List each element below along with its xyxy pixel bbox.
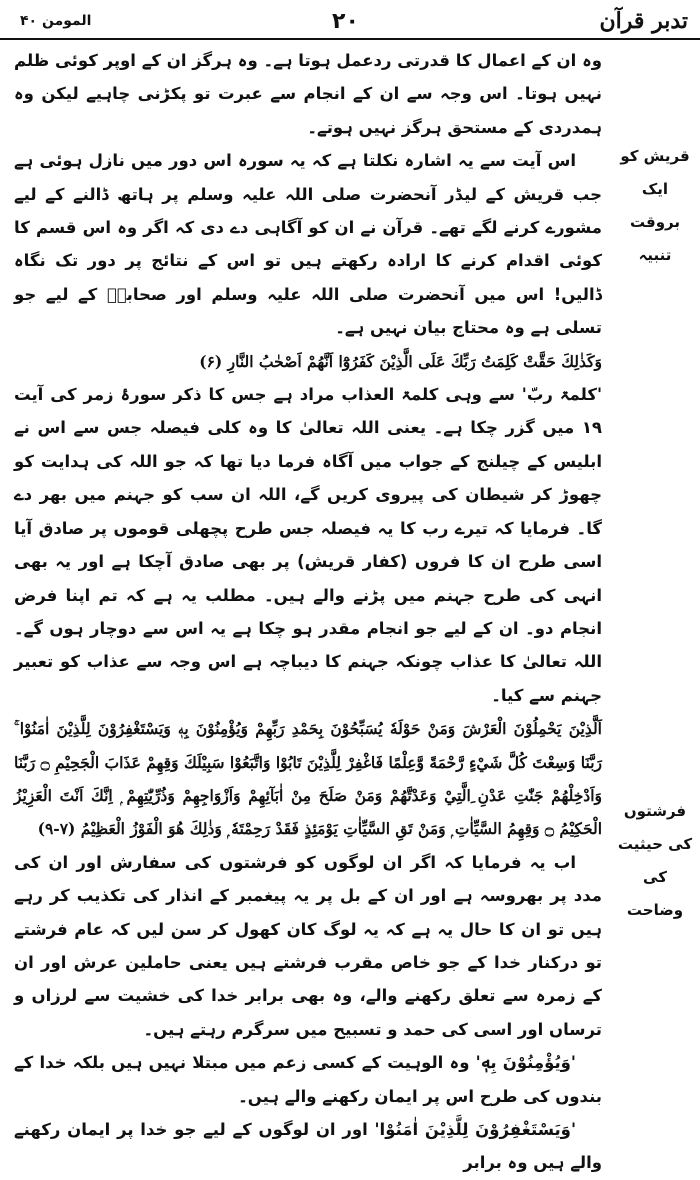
quran-verses-7-9: اَلَّذِيْنَ يَحْمِلُوْنَ الْعَرْشَ وَمَنْ حَوْلَهٗ يُسَبِّحُوْنَ بِحَمْدِ رَبِّهِمْ وَيُؤْمِنُوْنَ بِهٖ وَيَسْتَغْفِرُوْنَ لِلَّذِيْنَ اٰمَنُوْا ۚ رَبَّنَا وَسِعْتَ كُلَّ شَيْءٍ رَّحْمَةً وَّعِلْمًا فَاغْفِرْ لِلَّذِيْنَ تَابُوْا وَاتَّبَعُوْا سَبِيْلَكَ وَقِهِمْ عَذَابَ الْجَحِيْمِ ۝ رَبَّنَا وَاَدْخِلْهُمْ جَنّٰتِ عَدْنِ ِالَّتِيْ وَعَدْتَّهُمْ وَمَنْ صَلَحَ مِنْ اٰبَآئِهِمْ وَاَزْوَاجِهِمْ وَذُرِّيّٰتِهِمْ ۭ اِنَّكَ اَنْتَ الْعَزِيْزُ الْحَكِيْمُ ۝ وَقِهِمُ السَّيِّاٰتِ ۭ وَمَنْ تَقِ السَّيِّاٰتِ يَوْمَئِذٍ فَقَدْ رَحِمْتَهٗ ۭ وَذٰلِكَ هُوَ الْفَوْزُ الْعَظِيْمُ (۷-۹) [14, 719, 602, 839]
paragraph-3: 'کلمۃ ربّ' سے وہی کلمۃ العذاب مراد ہے جس کا ذکر سورۂ زمر کی آیت ۱۹ میں گزر چکا ہے۔ یعنی اللہ تعالیٰ کا وہ کلی فیصلہ جس سے اس نے ابلیس کے چیلنج کے جواب میں آگاہ فرما دیا تھا کہ جو اللہ کی ہدایت کو چھوڑ کر شیطان کی پیروی کریں گے، اللہ ان سب کو جہنم میں بھر دے گا۔ فرمایا کہ تیرے رب کا یہ فیصلہ جس طرح پچھلی قوموں پر صادق آیا اسی طرح ان کا فروں (کفار قریش) پر بھی صادق آچکا ہے اور یہ بھی انہی کی طرح جہنم میں پڑنے والے ہیں۔ مطلب یہ ہے کہ تم اپنا فرض انجام دو۔ ان کے لیے جو انجام مقدر ہو چکا ہے یہ اس سے دوچار ہوں گے۔ اللہ تعالیٰ کا عذاب چونکہ جہنم کا دیباچہ ہے اس وجہ سے عذاب کو تعبیر جہنم سے کیا۔ [14, 385, 602, 705]
paragraph-1: وہ ان کے اعمال کا قدرتی ردعمل ہوتا ہے۔ وہ ہرگز ان کے اوپر کوئی ظلم نہیں ہوتا۔ اس وجہ سے ان کے انجام سے عبرت تو پکڑنی چاہیے لیکن وہ ہمدردی کے مستحق ہرگز نہیں ہوتے۔ [14, 51, 602, 137]
surah-reference: المومن ۴۰ [20, 13, 92, 29]
margin-note-angels-status: فرشتوں کی حیثیت کی وضاحت [617, 802, 693, 919]
paragraph-6: 'وَيَسْتَغْفِرُوْنَ لِلَّذِيْنَ اٰمَنُوْا' اور ان لوگوں کے لیے جو خدا پر ایمان رکھنے والے ہیں وہ برابر [14, 1120, 602, 1173]
quran-verse-6: وَكَذٰلِكَ حَقَّتْ كَلِمَتُ رَبِّكَ عَلَى الَّذِيْنَ كَفَرُوْٓا اَنَّهُمْ اَصْحٰبُ النَّارِ (۶) [199, 351, 602, 371]
page-number: ۲۰ [332, 8, 359, 34]
body-text [14, 44, 602, 1180]
paragraph-5: 'وَيُؤْمِنُوْنَ بِهٖ' وہ الوہیت کے کسی زعم میں مبتلا نہیں ہیں بلکہ خدا کے بندوں کی طرح اس پر ایمان رکھنے والے ہیں۔ [14, 1053, 602, 1106]
page-header [0, 4, 700, 40]
paragraph-4: اب یہ فرمایا کہ اگر ان لوگوں کو فرشتوں کی سفارش اور ان کی مدد پر بھروسہ ہے اور ان کے بل پر یہ پیغمبر کے انذار کی تکذیب کر رہے ہیں تو ان کا حال یہ ہے کہ یہ لوگ کان کھول کر سن لیں کہ عام فرشتے تو درکنار خدا کے جو خاص مقرب فرشتے ہیں یعنی حاملین عرش اور ان کے زمرہ سے تعلق رکھنے والے، وہ بھی برابر خدا کی خشیت سے لرزاں و ترساں اور اسی کی حمد و تسبیح میں سرگرم رہتے ہیں۔ [14, 852, 602, 1039]
book-title: تدبر قرآن [599, 8, 688, 34]
margin-note-quraish-warning: قریش کو ایک بروقت تنبیہ [620, 147, 690, 264]
paragraph-2: اس آیت سے یہ اشارہ نکلتا ہے کہ یہ سورہ اس دور میں نازل ہوئی ہے جب قریش کے لیڈر آنحضرت صلی اللہ علیہ وسلم پر ہاتھ ڈالنے کے لیے مشورے کرنے لگے تھے۔ قرآن نے ان کو آگاہی دے دی کہ اگر وہ اس قسم کا کوئی اقدام کرنے کا ارادہ رکھتے ہیں تو اس کے نتائج پر دور تک نگاہ ڈالیں! اس میں آنحضرت صلی اللہ علیہ وسلم اور صحابہؓ کے لیے جو تسلی ہے وہ محتاج بیان نہیں ہے۔ [14, 151, 602, 338]
